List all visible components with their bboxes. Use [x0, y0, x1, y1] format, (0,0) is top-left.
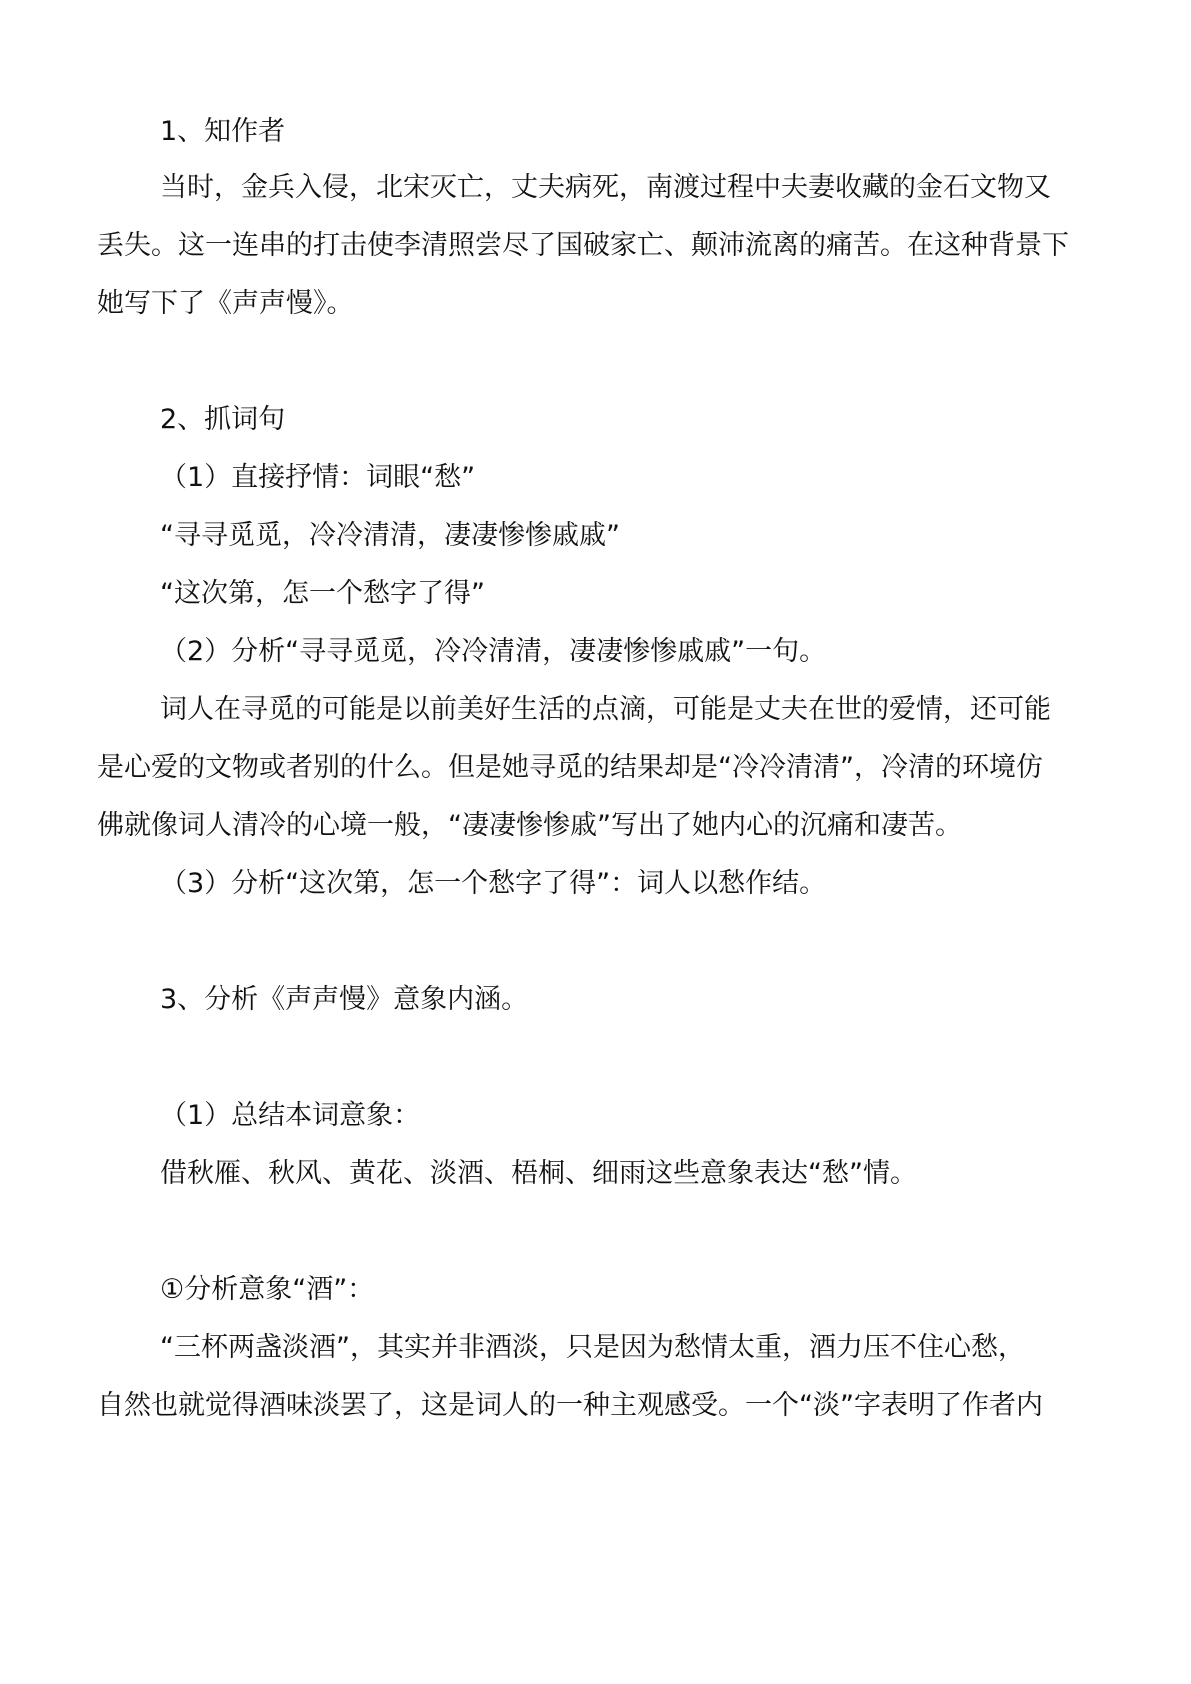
- section-2-item-1: （1）直接抒情：词眼“愁”: [160, 462, 476, 493]
- section-2-paragraph-line-2: 是心爱的文物或者别的什么。但是她寻觅的结果却是“冷冷清清”，冷清的环境仿: [97, 752, 1043, 783]
- section-2-heading: 2、抓词句: [160, 404, 286, 435]
- section-2-item-3: （3）分析“这次第，怎一个愁字了得”：词人以愁作结。: [160, 868, 827, 899]
- section-3-paragraph-line-2: 自然也就觉得酒味淡罢了，这是词人的一种主观感受。一个“淡”字表明了作者内: [97, 1390, 1043, 1421]
- section-1-heading: 1、知作者: [160, 116, 286, 147]
- section-2-paragraph-line-1: 词人在寻觅的可能是以前美好生活的点滴，可能是丈夫在世的爱情，还可能: [160, 694, 1051, 725]
- section-1-paragraph-line-2: 丢失。这一连串的打击使李清照尝尽了国破家亡、颠沛流离的痛苦。在这种背景下: [97, 230, 1069, 261]
- section-2-item-2: （2）分析“寻寻觅觅，冷冷清清，凄凄惨惨戚戚”一句。: [160, 636, 827, 667]
- section-3-item-1-text: 借秋雁、秋风、黄花、淡酒、梧桐、细雨这些意象表达“愁”情。: [160, 1158, 917, 1189]
- section-3-paragraph-line-1: “三杯两盏淡酒”，其实并非酒淡，只是因为愁情太重，酒力压不住心愁，: [160, 1332, 1025, 1363]
- section-1-paragraph-line-3: 她写下了《声声慢》。: [97, 288, 354, 319]
- section-3-sub-1: ①分析意象“酒”：: [160, 1274, 375, 1305]
- section-2-quote-2: “这次第，怎一个愁字了得”: [160, 578, 485, 609]
- section-2-quote-1: “寻寻觅觅，冷冷清清，凄凄惨惨戚戚”: [160, 520, 620, 551]
- section-1-paragraph-line-1: 当时，金兵入侵，北宋灭亡，丈夫病死，南渡过程中夫妻收藏的金石文物又: [160, 172, 1051, 203]
- section-3-item-1: （1）总结本词意象：: [160, 1100, 421, 1131]
- section-3-heading: 3、分析《声声慢》意象内涵。: [160, 984, 529, 1015]
- section-2-paragraph-line-3: 佛就像词人清冷的心境一般，“凄凄惨惨戚”写出了她内心的沉痛和凄苦。: [97, 810, 962, 841]
